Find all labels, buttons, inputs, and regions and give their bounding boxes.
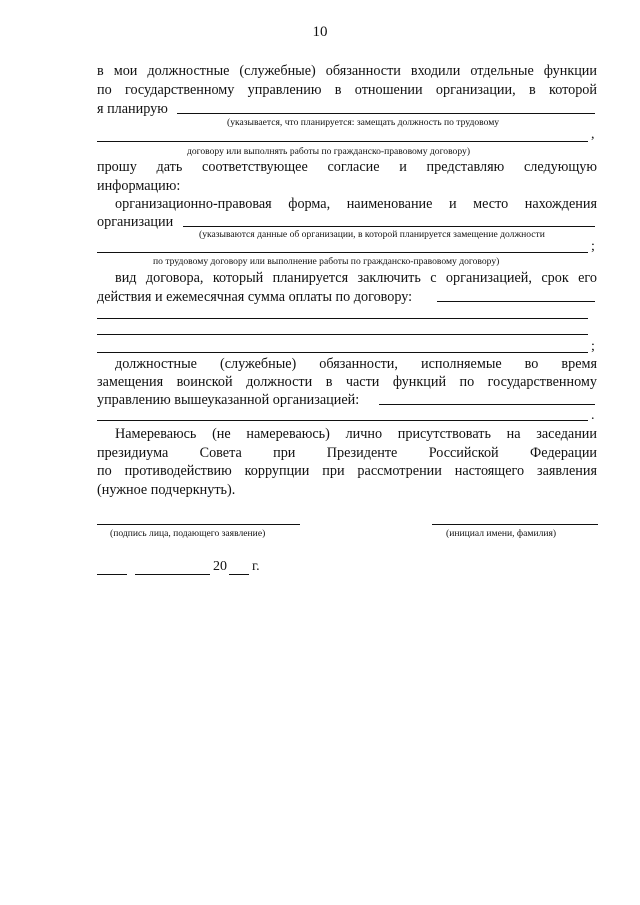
- fill-line-organization-continued[interactable]: [97, 252, 588, 253]
- text-line-request: прошу дать соответствующее согласие и представляю следующую: [97, 159, 597, 175]
- text-line-contract-type: вид договора, который планируется заключить с организацией, срок его: [115, 270, 597, 286]
- hint-org-contract: по трудовому договору или выполнение работы по гражданско-правовому договору): [153, 256, 500, 267]
- signature-caption: (подпись лица, подающего заявление): [110, 528, 266, 539]
- text-line-org-label: организации: [97, 214, 174, 230]
- fill-line-contract-2[interactable]: [97, 334, 588, 335]
- text-line-duties-org: управлению вышеуказанной организацией:: [97, 392, 360, 408]
- name-caption: (инициал имени, фамилия): [446, 528, 557, 539]
- text-line-underline-note: (нужное подчеркнуть).: [97, 482, 236, 498]
- fill-line-contract-1[interactable]: [97, 318, 588, 319]
- semicolon-mark: ;: [591, 339, 595, 354]
- fill-line-plan[interactable]: [177, 113, 595, 114]
- fill-line-duties-continued[interactable]: [97, 420, 588, 421]
- text-line-contract-sum: действия и ежемесячная сумма оплаты по договору:: [97, 289, 413, 305]
- fill-line-plan-continued[interactable]: [97, 141, 588, 142]
- text-line-duties: должностные (служебные) обязанности, исполняемые во время: [115, 356, 597, 372]
- page-number: 10: [312, 24, 328, 40]
- text-line-management: по государственному управлению в отношении организации, в которой: [97, 82, 597, 98]
- fill-line-contract-sum[interactable]: [437, 301, 595, 302]
- hint-org-data: (указываются данные об организации, в которой планируется замещение должности: [199, 229, 545, 240]
- text-line-functions: в мои должностные (служебные) обязанности входили отдельные функции: [97, 63, 597, 79]
- date-year-suffix: г.: [252, 559, 260, 574]
- date-month-line[interactable]: [135, 574, 210, 575]
- date-day-line[interactable]: [97, 574, 127, 575]
- period-mark: .: [591, 408, 595, 423]
- text-line-duties-functions: замещения воинской должности в части функций по государственному: [97, 374, 597, 390]
- text-line-intent: Намереваюсь (не намереваюсь) лично присутствовать на заседании: [115, 426, 597, 442]
- comma-mark: ,: [591, 127, 595, 142]
- hint-plan-type: (указывается, что планируется: замещать должность по трудовому: [227, 117, 500, 128]
- date-year-line[interactable]: [229, 574, 249, 575]
- text-line-org-form: организационно-правовая форма, наименование и место нахождения: [115, 196, 597, 212]
- text-line-presidium: президиума Совета при Президенте Российской Федерации: [97, 445, 597, 461]
- hint-contract-kind: договору или выполнять работы по гражданско-правовому договору): [187, 146, 471, 157]
- text-line-information: информацию:: [97, 178, 181, 194]
- fill-line-organization[interactable]: [183, 226, 595, 227]
- signature-line[interactable]: [97, 524, 300, 525]
- date-year-prefix: 20: [213, 559, 227, 574]
- text-line-plan: я планирую: [97, 101, 168, 117]
- name-line[interactable]: [432, 524, 598, 525]
- text-line-corruption: по противодействию коррупции при рассмотрении настоящего заявления: [97, 463, 597, 479]
- semicolon-mark: ;: [591, 239, 595, 254]
- fill-line-duties[interactable]: [379, 404, 595, 405]
- fill-line-contract-3[interactable]: [97, 352, 588, 353]
